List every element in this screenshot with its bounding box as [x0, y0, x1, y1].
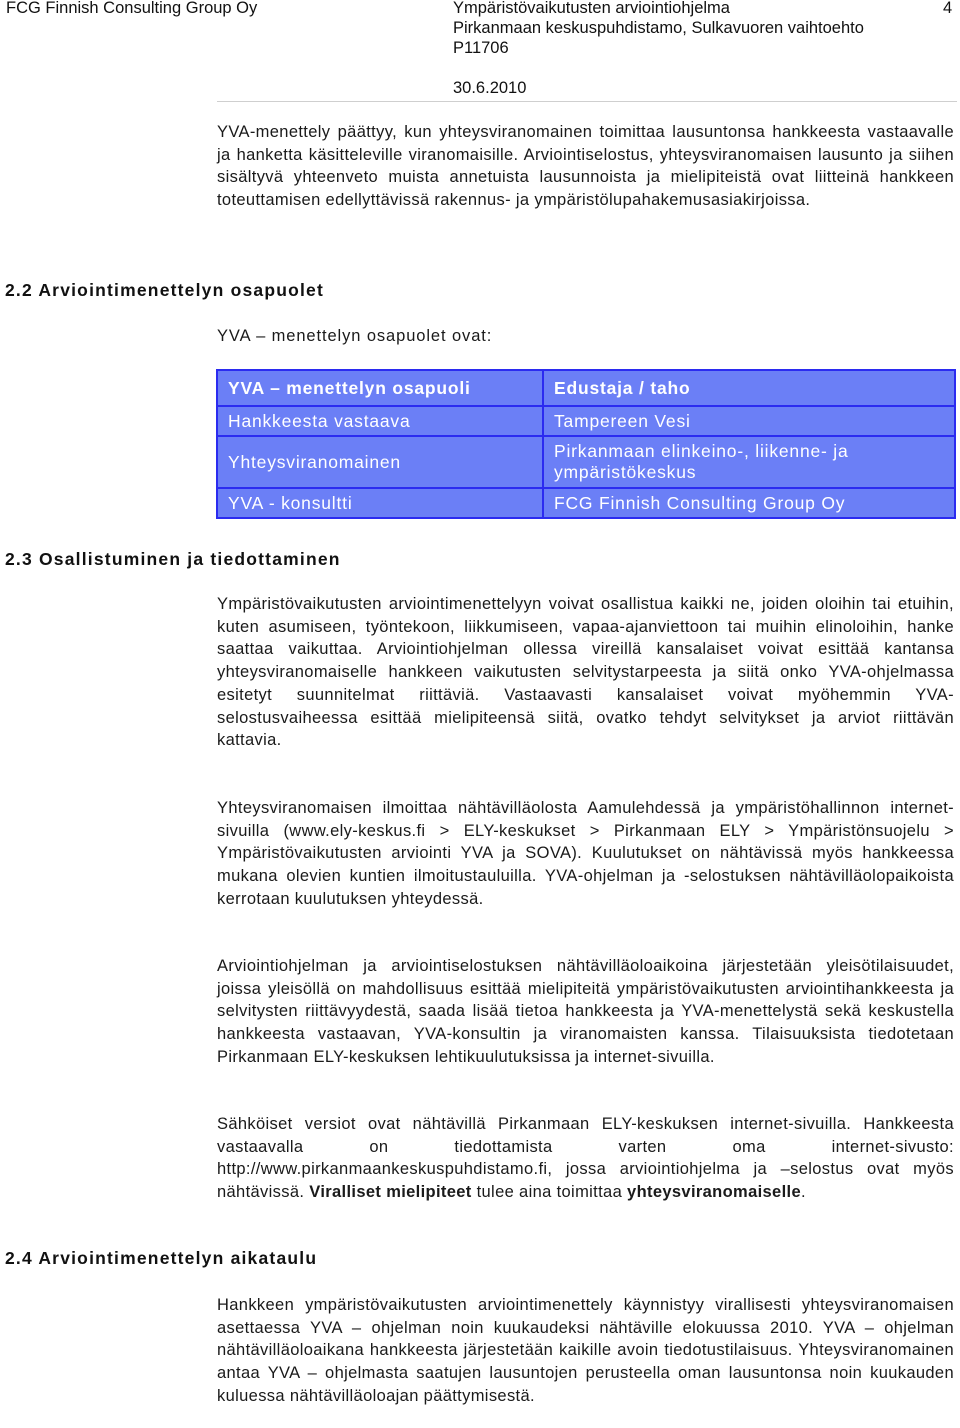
- table-cell-representative: Pirkanmaan elinkeino-, liikenne- ja ympäristökeskus: [544, 437, 954, 487]
- table-header-party: YVA – menettelyn osapuoli: [218, 371, 542, 405]
- header-doc-subtitle: Pirkanmaan keskuspuhdistamo, Sulkavuoren vaihtoehto: [453, 19, 864, 37]
- table-cell-party: YVA - konsultti: [218, 489, 542, 517]
- table-cell-representative: FCG Finnish Consulting Group Oy: [544, 489, 954, 517]
- section-2-3-heading: 2.3 Osallistuminen ja tiedottaminen: [5, 549, 341, 569]
- section-2-3-paragraph: Arviointiohjelman ja arviointiselostuksen nähtävilläoloaikoina järjestetään yleisötilaisuudet, joissa yleisöllä on mahdollisuus esittää mielipiteitä ympäristövaikutusten arviointihankkeesta ja selvitysten riittävyydestä, saada lisää tietoa hankkeesta ja YVA-menettelystä sekä keskustella hankkeesta vastaavan, YVA-konsultin ja viranomaisten kanssa. Tilaisuuksista tiedotetaan Pirkanmaan ELY-keskuksen lehtikuulutuksissa ja internet-sivuilla.: [217, 957, 954, 1066]
- header-doc-title: Ympäristövaikutusten arviointiohjelma: [453, 0, 730, 17]
- table-row: [218, 407, 954, 435]
- table-cell-party: Hankkeesta vastaava: [218, 407, 542, 435]
- section-2-3-paragraph: Sähköiset versiot ovat nähtävillä Pirkanmaan ELY-keskuksen internet-sivuilla. Hankkeesta vastaavalla on tiedottamista varten oma internet-sivusto: http://www.pirkanmaankeskuspuhdistamo.fi, jossa arviointiohjelma ja –selostus ovat myös nähtävissä. Viralliset mielipiteet tulee aina toimittaa yhteysviranomaiselle.: [217, 1115, 954, 1202]
- page-number: 4: [943, 0, 953, 17]
- section-2-3-paragraph: Yhteysviranomaisen ilmoittaa nähtävilläolosta Aamulehdessä ja ympäristöhallinnon internet-sivuilla (www.ely-keskus.fi > ELY-keskukset > Pirkanmaan ELY > Ympäristönsuojelu > Ympäristövaikutusten arviointi YVA ja SOVA). Kuulutukset on nähtävissä myös hankkeessa mukana olevien kuntien ilmoitustauluilla. YVA-ohjelman ja -selostuksen nähtävilläolopaikoista kerrotaan kuulutuksen yhteydessä.: [217, 799, 954, 908]
- table-row: [218, 489, 954, 517]
- bold-phrase: Viralliset mielipiteet: [309, 1183, 472, 1202]
- table-header-representative: Edustaja / taho: [544, 371, 954, 405]
- section-2-3-paragraph: Ympäristövaikutusten arviointimenettelyyn voivat osallistua kaikki ne, joiden oloihin tai etuihin, kuten asumiseen, työntekoon, liikkumiseen, vapaa-ajanviettoon tai muihin elinoloihin, hanke saattaa vaikuttaa. Arviointiohjelman ollessa vireillä kansalaiset voivat esittää kantansa yhteysviranomaiselle hankkeen vaikutusten selvitystarpeesta ja siitä onko YVA-ohjelmassa esitetyt suunnitelmat riittäviä. Vastaavasti kansalaiset voivat myöhemmin YVA-selostusvaiheessa esittää mielipiteensä siitä, ovatko tehdyt selvitykset ja arviot riittävän kattavia.: [217, 595, 954, 750]
- table-header-row: [218, 371, 954, 405]
- header-rule: [217, 101, 957, 102]
- table-cell-party: Yhteysviranomainen: [218, 437, 542, 487]
- parties-table: [216, 369, 956, 519]
- section-2-2-heading: 2.2 Arviointimenettelyn osapuolet: [5, 280, 325, 300]
- section-2-4-paragraph: Hankkeen ympäristövaikutusten arviointimenettely käynnistyy virallisesti yhteysviranomaisen asettaessa YVA – ohjelman noin kuukaudeksi nähtäville elokuussa 2010. YVA – ohjelman nähtävilläoloaikana hankkeesta järjestetään kaikille avoin tiedotustilaisuus. Yhteysviranomainen antaa YVA – ohjelmasta saatujen lausuntojen perusteella oman lausuntonsa noin kuukauden kuluessa nähtävilläoloajan päättymisestä.: [217, 1296, 954, 1405]
- intro-paragraph: YVA-menettely päättyy, kun yhteysviranomainen toimittaa lausuntonsa hankkeesta vastaavalle ja hanketta käsitteleville viranomaisille. Arviointiselostus, yhteysviranomaisen lausunto ja siihen sisältyvä yhteenveto muista annetuista lausunnoista ja mielipiteistä ovat liitteinä hankkeen toteuttamisen edellyttävissä rakennus- ja ympäristölupahakemusasiakirjoissa.: [217, 123, 954, 210]
- bold-phrase: yhteysviranomaiselle: [627, 1183, 801, 1202]
- section-2-4-heading: 2.4 Arviointimenettelyn aikataulu: [5, 1248, 318, 1268]
- header-date: 30.6.2010: [453, 79, 527, 97]
- table-cell-representative: Tampereen Vesi: [544, 407, 954, 435]
- header-company: FCG Finnish Consulting Group Oy: [6, 0, 258, 17]
- table-row: [218, 437, 954, 487]
- header-project-code: P11706: [453, 39, 509, 57]
- section-2-2-lead: YVA – menettelyn osapuolet ovat:: [217, 327, 493, 345]
